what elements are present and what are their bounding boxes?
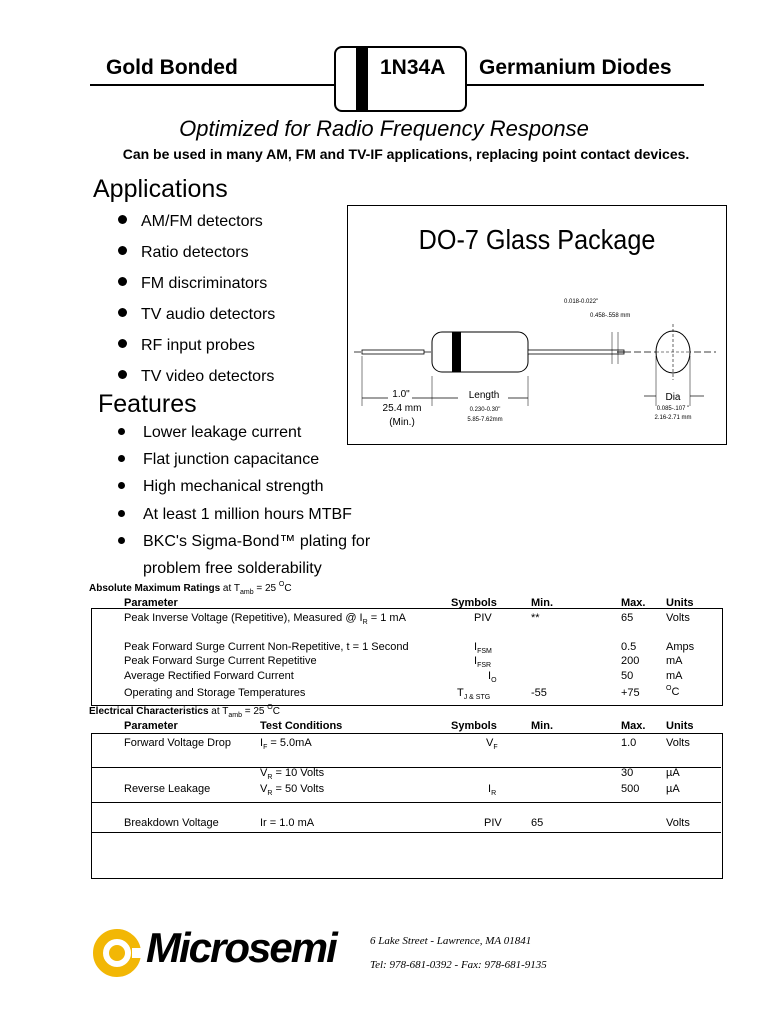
company-address: 6 Lake Street - Lawrence, MA 01841	[370, 935, 532, 947]
table-row-condition: $I_F = 5.0mA$	[260, 737, 312, 751]
bullet-icon	[118, 308, 127, 317]
table-row-units: Volts	[666, 612, 690, 624]
lead-length-mm: 25.4 mm	[382, 403, 422, 414]
table-row-max: 50	[621, 670, 634, 682]
package-title: DO-7 Glass Package	[418, 224, 656, 255]
list-item: Ratio detectors	[118, 244, 249, 262]
table-row-units: µA	[666, 767, 680, 779]
table-row-min: -55	[531, 687, 547, 699]
col-header-parameter: Parameter	[124, 597, 178, 609]
bullet-icon	[118, 277, 127, 286]
dia-mm: 2.16-2.71 mm	[654, 415, 692, 421]
bullet-icon	[118, 428, 125, 435]
table-row-units: mA	[666, 655, 683, 667]
tagline: Optimized for Radio Frequency Response	[179, 116, 589, 141]
table-row-param: Peak Forward Surge Current Repetitive	[124, 655, 317, 667]
list-item: AM/FM detectors	[118, 213, 263, 231]
bullet-icon	[118, 370, 127, 379]
abs-max-title: Absolute Maximum Ratings	[89, 583, 221, 594]
subtitle: Can be used in many AM, FM and TV-IF applications, replacing point contact devices.	[122, 146, 690, 162]
elec-title: Electrical Characteristics	[89, 706, 209, 717]
table-row-param: Average Rectified Forward Current	[124, 670, 294, 682]
bullet-icon	[118, 482, 125, 489]
table-row-max: +75	[621, 687, 640, 699]
header-rule-right	[467, 84, 704, 86]
lead-length-in: 1.0"	[392, 389, 410, 400]
table-row-symbol: $T_{J \& STG}$	[457, 687, 491, 701]
bullet-icon	[118, 537, 125, 544]
features-heading: Features	[98, 390, 197, 418]
table-row-param: Reverse Leakage	[124, 783, 211, 795]
table-row-max: 500	[621, 783, 640, 795]
table-row-units: Amps	[666, 641, 695, 653]
list-item: RF input probes	[118, 337, 255, 355]
package-drawing-box	[347, 205, 727, 445]
table-row-max: 200	[621, 655, 640, 667]
bullet-icon	[118, 455, 125, 462]
list-item: TV video detectors	[118, 368, 274, 386]
row-divider	[92, 802, 721, 803]
table-row-symbol: $I_O$	[488, 670, 497, 684]
table-row-condition: Ir = 1.0 mA	[260, 817, 315, 829]
table-row-min: **	[531, 612, 540, 624]
header-part-number: 1N34A	[380, 56, 446, 79]
col-header-min: Min.	[531, 720, 553, 732]
dia-in: 0.085-.107 "	[656, 406, 690, 412]
abs-max-title-line: Absolute Maximum Ratings at $T_{amb} = 25$ $^O$C	[89, 581, 292, 596]
table-row-condition: $V_R = 10$ Volts	[260, 767, 325, 781]
table-row-param: Breakdown Voltage	[124, 817, 219, 829]
table-row-symbol: PIV	[484, 817, 502, 829]
header-right-title: Germanium Diodes	[479, 56, 672, 79]
list-item: High mechanical strength	[118, 478, 324, 496]
table-row-condition: $V_R = 50$ Volts	[260, 783, 325, 797]
col-header-test-conditions: Test Conditions	[260, 720, 343, 732]
table-row-symbol: $V_F$	[486, 737, 498, 751]
table-row-max: 65	[621, 612, 634, 624]
table-row-units: µA	[666, 783, 680, 795]
header-rule-left	[90, 84, 334, 86]
table-row-units: Volts	[666, 817, 690, 829]
list-item-continuation: problem free solderability	[143, 560, 322, 577]
bullet-icon	[118, 339, 127, 348]
lead-length-note: (Min.)	[389, 417, 415, 428]
col-header-parameter: Parameter	[124, 720, 178, 732]
bullet-icon	[118, 246, 127, 255]
company-contact: Tel: 978-681-0392 - Fax: 978-681-9135	[370, 959, 547, 971]
company-logo-text: Microsemi	[146, 924, 336, 971]
table-row-units: mA	[666, 670, 683, 682]
table-row-param: Operating and Storage Temperatures	[124, 687, 306, 699]
applications-heading: Applications	[93, 175, 228, 203]
col-header-min: Min.	[531, 597, 553, 609]
list-item: At least 1 million hours MTBF	[118, 506, 352, 524]
table-row-param: Peak Inverse Voltage (Repetitive), Measured @ $I_R = 1$ mA	[124, 612, 406, 626]
lead-dim-in: 0.018-0.022"	[564, 299, 599, 305]
table-row-param: Forward Voltage Drop	[124, 737, 231, 749]
table-row-symbol: $I_{FSR}$	[474, 655, 492, 669]
length-in: 0.230-0.30"	[469, 407, 501, 413]
dia-label: Dia	[665, 392, 681, 403]
cathode-band	[356, 48, 368, 110]
length-mm: 5.85-7.62mm	[467, 417, 503, 423]
col-header-max: Max.	[621, 597, 646, 609]
elec-table	[91, 733, 723, 879]
table-row-symbol: PIV	[474, 612, 492, 624]
col-header-max: Max.	[621, 720, 646, 732]
table-row-max: 1.0	[621, 737, 637, 749]
table-row-units: Volts	[666, 737, 690, 749]
list-item: TV audio detectors	[118, 306, 275, 324]
microsemi-logo-icon	[92, 928, 144, 978]
list-item: BKC's Sigma-Bond™ plating for	[118, 533, 370, 551]
table-row-symbol: $I_R$	[488, 783, 497, 797]
table-row-max: 0.5	[621, 641, 637, 653]
list-item: Flat junction capacitance	[118, 451, 319, 469]
row-divider	[92, 832, 721, 833]
table-row-min: 65	[531, 817, 544, 829]
table-row-units: $^O$C	[666, 685, 680, 698]
table-row-param: Peak Forward Surge Current Non-Repetitive, t = 1 Second	[124, 641, 409, 653]
lead-dim-mm: 0.458-.558 mm	[590, 313, 631, 319]
header-left-title: Gold Bonded	[106, 56, 238, 79]
length-label: Length	[468, 390, 500, 401]
bullet-icon	[118, 510, 125, 517]
bullet-icon	[118, 215, 127, 224]
col-header-units: Units	[666, 597, 694, 609]
col-header-symbols: Symbols	[451, 597, 497, 609]
col-header-symbols: Symbols	[451, 720, 497, 732]
col-header-units: Units	[666, 720, 694, 732]
list-item: Lower leakage current	[118, 424, 301, 442]
table-row-max: 30	[621, 767, 634, 779]
table-row-symbol: $I_{FSM}$	[474, 641, 492, 655]
list-item: FM discriminators	[118, 275, 267, 293]
elec-title-line: Electrical Characteristics at $T_{amb} = 25$ $^O$C	[89, 704, 280, 719]
